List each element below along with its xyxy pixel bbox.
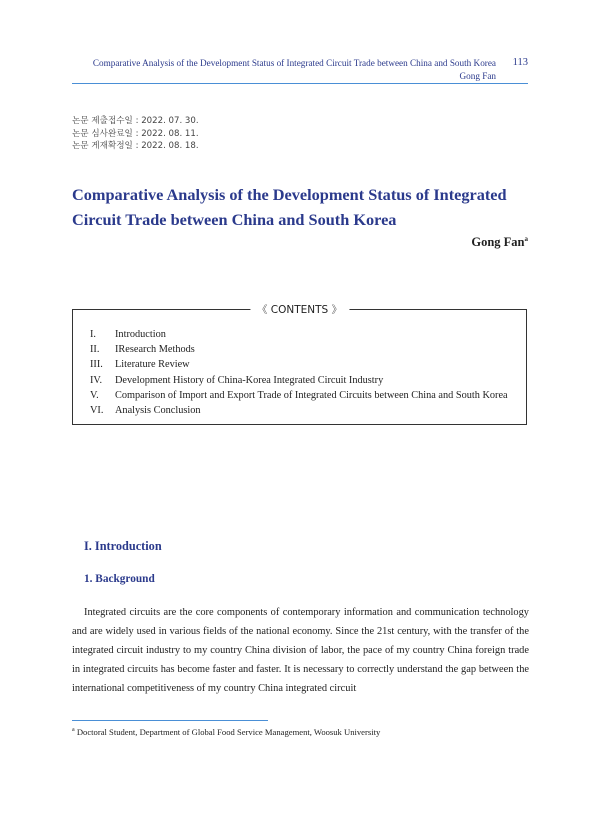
contents-item-number: VI. — [90, 405, 104, 417]
author — [471, 235, 528, 250]
footnote-text: Doctoral Student, Department of Global Food Service Management, Woosuk University — [76, 727, 381, 737]
footnote-divider — [72, 720, 268, 721]
section-heading: I. Introduction — [84, 539, 162, 553]
contents-item — [90, 342, 508, 357]
contents-item — [90, 403, 508, 418]
contents-item — [90, 327, 508, 342]
body-paragraph: Integrated circuits are the core components of contemporary information and communication technology and are widely used in various fields of the national economy. Since the 21st century, with the transfer of the integrated circuit industry to my country China division of labor, the pace of my country China foreign trade in integrated circuits has become faster and faster. It is necessary to correctly understand the gap between the international competitiveness of my country China integrated circuit — [72, 607, 529, 694]
contents-box — [72, 304, 527, 425]
contents-item-text: Comparison of Import and Export Trade of Integrated Circuits between China and South Korea — [115, 389, 508, 401]
running-author: Gong Fan — [459, 71, 496, 81]
contents-item-text: Introduction — [115, 329, 166, 340]
contents-list — [90, 327, 508, 418]
date-reviewed: 논문 심사완료일 : 2022. 08. 11. — [72, 128, 199, 139]
contents-item-text: IResearch Methods — [115, 344, 195, 356]
subsection-heading: 1. Background — [84, 573, 155, 585]
submission-dates — [72, 115, 199, 153]
footnote — [72, 727, 380, 737]
header-divider — [72, 83, 528, 84]
footnote-mark: a — [72, 727, 75, 734]
contents-item — [90, 357, 508, 372]
contents-heading: 《 CONTENTS 》 — [250, 302, 349, 317]
author-name: Gong Fan — [471, 235, 525, 250]
contents-item-number: IV. — [90, 374, 103, 386]
contents-item-text: Literature Review — [115, 359, 190, 371]
contents-item-text: Analysis Conclusion — [115, 405, 201, 417]
running-title: Comparative Analysis of the Development Status of Integrated Circuit Trade between China and South Korea — [92, 58, 496, 68]
contents-item-number: I. — [90, 329, 97, 340]
date-received: 논문 제출접수일 : 2022. 07. 30. — [72, 116, 199, 126]
contents-item — [90, 373, 508, 388]
contents-item-number: II. — [90, 344, 100, 356]
author-footnote-mark: a — [524, 235, 528, 243]
contents-item-text: Development History of China-Korea Integrated Circuit Industry — [115, 374, 384, 386]
date-accepted: 논문 게재확정일 : 2022. 08. 18. — [72, 141, 199, 151]
paper-title: Comparative Analysis of the Development Status of Integrated Circuit Trade between China and South Korea — [72, 185, 507, 229]
running-header — [93, 57, 496, 83]
contents-item — [90, 388, 508, 403]
contents-item-number: V. — [90, 389, 99, 401]
page-number: 113 — [512, 57, 528, 68]
contents-item-number: III. — [90, 359, 103, 371]
